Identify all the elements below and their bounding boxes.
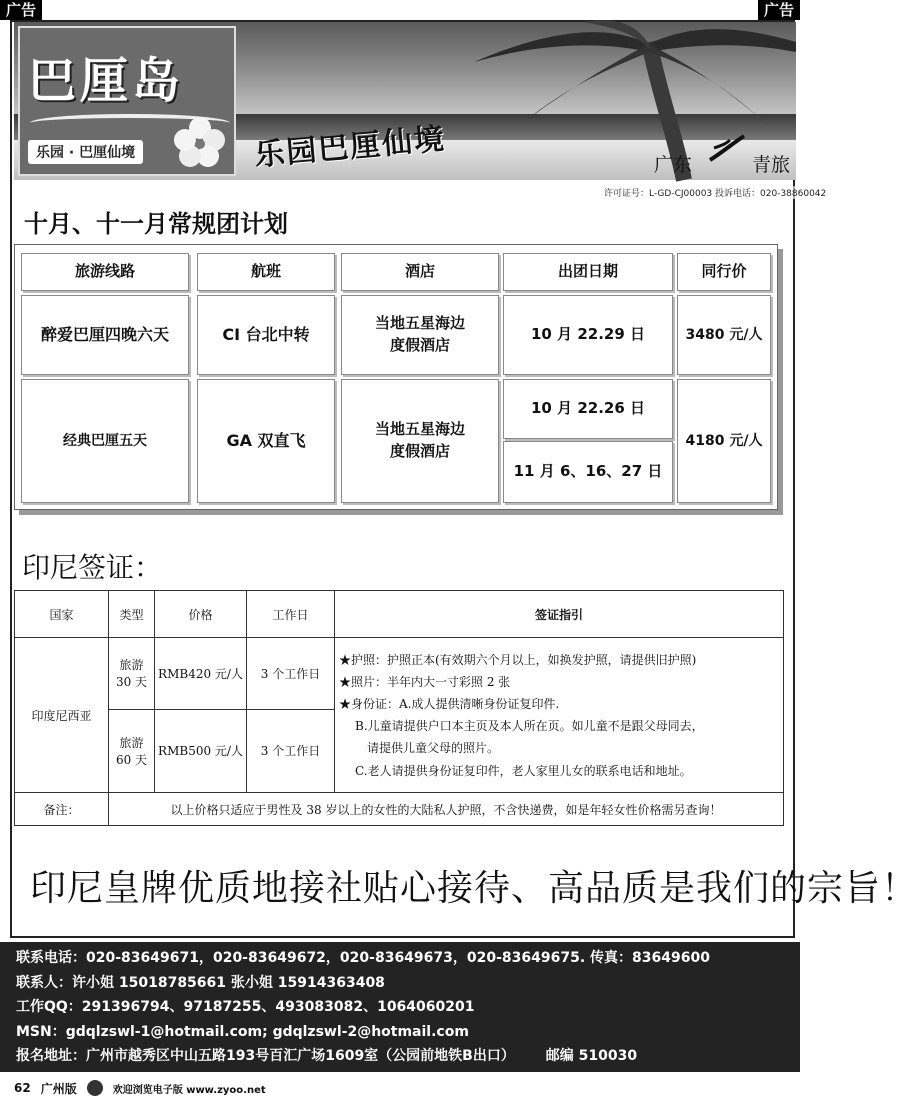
row1-route: 醉爱巴厘四晚六天 bbox=[21, 295, 189, 375]
row1-price: 3480 元/人 bbox=[677, 295, 771, 375]
contact-address-row bbox=[16, 1044, 784, 1069]
contact-phone: 联系电话：020-83649671，020-83649672，020-83649673，020-83649675. 传真：83649600 bbox=[16, 950, 710, 966]
visa-guide bbox=[335, 638, 784, 793]
guide-line-5: 请提供儿童父母的照片。 bbox=[367, 741, 500, 756]
row1-hotel: 当地五星海边度假酒店 bbox=[341, 295, 499, 375]
header-dates: 出团日期 bbox=[503, 253, 673, 291]
contact-persons: 联系人：许小姐 15018785661 张小姐 15914363408 bbox=[16, 974, 385, 991]
visa-header-type: 类型 bbox=[109, 591, 155, 638]
visa-header-country: 国家 bbox=[15, 591, 109, 638]
visa-table bbox=[14, 590, 784, 826]
visa-price-30: RMB420 元/人 bbox=[155, 638, 247, 710]
contact-postcode: 邮编 510030 bbox=[545, 1048, 638, 1064]
schedule-title: 十月、十一月常规团计划 bbox=[24, 210, 288, 238]
edition-label: 广州版 bbox=[40, 1081, 77, 1096]
brand-logo-icon bbox=[704, 134, 748, 164]
visa-workdays-60: 3 个工作日 bbox=[247, 709, 335, 793]
header-route: 旅游线路 bbox=[21, 253, 189, 291]
footer bbox=[0, 1076, 800, 1100]
brand-right: 青旅 bbox=[752, 154, 791, 176]
visa-workdays-30: 3 个工作日 bbox=[247, 638, 335, 710]
ad-tag-left: 广告 bbox=[0, 0, 42, 20]
website-text: 欢迎浏览电子版 www.zyoo.net bbox=[112, 1084, 266, 1096]
flower-icon bbox=[174, 116, 226, 168]
banner bbox=[14, 22, 827, 199]
contact-address: 报名地址：广州市越秀区中山五路193号百汇广场1609室（公园前地铁B出口） bbox=[16, 1048, 515, 1064]
schedule-table bbox=[14, 244, 778, 510]
magazine-logo-icon bbox=[87, 1080, 103, 1096]
contact-msn: MSN：gdqlzswl-1@hotmail.com; gdqlzswl-2@hotmail.com bbox=[16, 1023, 469, 1040]
logo-sub-text: 乐园 · 巴厘仙境 bbox=[28, 140, 143, 164]
logo-main-text: 巴厘岛 bbox=[28, 53, 185, 109]
row2-hotel: 当地五星海边度假酒店 bbox=[341, 379, 499, 503]
visa-header-guide: 签证指引 bbox=[335, 591, 784, 638]
row1-dates: 10 月 22.29 日 bbox=[503, 295, 673, 375]
row1-flight: CI 台北中转 bbox=[197, 295, 335, 375]
row2-price: 4180 元/人 bbox=[677, 379, 771, 503]
guide-line-4: B.儿童请提供户口本主页及本人所在页。如儿童不是跟父母同去， bbox=[355, 719, 704, 734]
visa-title: 印尼签证： bbox=[22, 551, 163, 584]
visa-header-price: 价格 bbox=[155, 591, 247, 638]
visa-header-workdays: 工作日 bbox=[247, 591, 335, 638]
header-price: 同行价 bbox=[677, 253, 771, 291]
row2-dates-1: 10 月 22.26 日 bbox=[503, 379, 673, 439]
visa-note-label: 备注： bbox=[15, 793, 109, 826]
header-hotel: 酒店 bbox=[341, 253, 499, 291]
guide-line-1: ★护照：护照正本(有效期六个月以上，如换发护照，请提供旧护照) bbox=[339, 652, 697, 667]
row2-flight: GA 双直飞 bbox=[197, 379, 335, 503]
brand-left: 广东 bbox=[654, 154, 693, 176]
contact-qq: 工作QQ：291396794、97187255、493083082、1064060201 bbox=[16, 999, 475, 1015]
slogan: 印尼皇牌优质地接社贴心接待、高品质是我们的宗旨！ bbox=[30, 868, 918, 909]
header-flight: 航班 bbox=[197, 253, 335, 291]
page-number: 62 bbox=[14, 1081, 31, 1095]
banner-title: 乐园巴厘仙境 bbox=[253, 121, 448, 174]
visa-country: 印度尼西亚 bbox=[15, 638, 109, 793]
guide-line-3: ★身份证：A.成人提供清晰身份证复印件. bbox=[339, 696, 560, 711]
visa-note: 以上价格只适应于男性及 38 岁以上的女性的大陆私人护照，不含快递费，如是年轻女性价格需另查询！ bbox=[109, 793, 784, 826]
contact-block bbox=[0, 942, 800, 1072]
row2-route: 经典巴厘五天 bbox=[21, 379, 189, 503]
guide-line-6: C.老人请提供身份证复印件，老人家里儿女的联系电话和地址。 bbox=[355, 763, 692, 778]
row2-dates-2: 11 月 6、16、27 日 bbox=[503, 441, 673, 503]
visa-price-60: RMB500 元/人 bbox=[155, 709, 247, 793]
license-text: 许可证号：L-GD-CJ00003 投诉电话：020-38860042 bbox=[604, 186, 826, 199]
guide-line-2: ★照片：半年内大一寸彩照 2 张 bbox=[339, 674, 511, 689]
ad-tag-right: 广告 bbox=[758, 0, 800, 20]
visa-type-60: 旅游 60 天 bbox=[109, 709, 155, 793]
visa-type-30: 旅游 30 天 bbox=[109, 638, 155, 710]
